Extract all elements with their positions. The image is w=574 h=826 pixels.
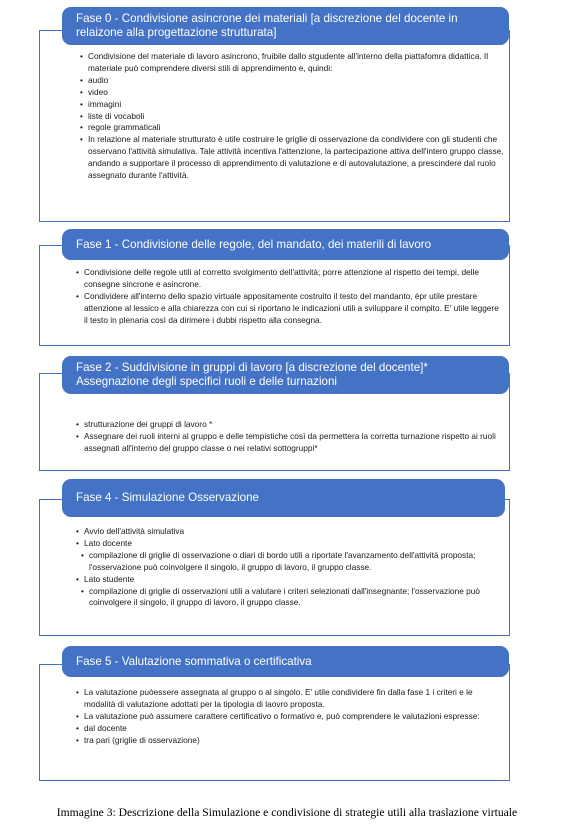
list-item: • Avvio dell'attività simulativa — [76, 526, 501, 538]
phase-2-header — [62, 356, 509, 394]
list-item: • liste di vocaboli — [80, 111, 505, 123]
list-item: • compilazione di griglie di osservazioni utili a valutare i criteri selezionati dall'insegnante; l'osservazione può coinvolgere il singolo, il gruppo di lavoro, il gruppo classe. — [81, 586, 501, 610]
phase-4-header — [62, 479, 505, 517]
phase-4-content — [76, 526, 501, 609]
list-item: • Condivisione delle regole utili al corretto svolgimento dell'attività; porre attenzione al rispetto dei tempi, delle consegne sincrone e asincrone. — [76, 267, 501, 291]
list-item: • Condivisione del materiale di lavoro asincrono, fruibile dallo stgudente all'interno della piattafomra didattica. Il materiale può comprendere diversi stili di apprendimento e, quindi: — [80, 51, 505, 75]
list-item: • dal docente — [76, 723, 501, 735]
list-item: • Assegnare dei ruoli interni al gruppo e delle tempistiche così da permettera la corretta turnazione rispetto ai ruoli assegnati all'interno del gruppo classe o nei relativi sottogruppi* — [76, 431, 501, 455]
list-item: • video — [80, 87, 505, 99]
phase-0-content — [80, 51, 505, 182]
phase-1-header — [62, 229, 509, 260]
list-item: • Condividere all'interno dello spazio virtuale appositamente costruito il testo del mandanto, èpr utile prestare attenzione al lessico e alla chiarezza con cui si riportano le indicazioni utili a sviluppare il compito. E' utile leggere il testo in plenaria così da dirimere i dubbi rispetto alla consegna. — [76, 291, 501, 327]
list-item: • Lato studente — [76, 574, 501, 586]
list-item: • audio — [80, 75, 505, 87]
phase-5-header — [62, 646, 509, 677]
phase-1-title: Fase 1 - Condivisione delle regole, del mandato, dei materili di lavoro — [76, 237, 432, 251]
phase-1-content — [76, 267, 501, 327]
list-item: • regole grammaticali — [80, 122, 505, 134]
list-item: • In relazione al materiale strutturato è utile costruire le griglie di osservazione da condividere con gli studenti che osservano l'attività simulativa. Tale attività incentiva l'attenzione, la partecipazione attiva dell'intero gruppo classe, andando a supportare il processo di apprendimento di valutazione e di autovalutazione, a prescindere dal ruolo assegnato durante l'attività. — [80, 134, 505, 182]
list-item: • compilazione di griglie di osservazione o diari di bordo utili a riportate l'avanzamento dell'attività proposta; l'osservazione può coinvolgere il singolo, il gruppo di lavoro, il gruppo classe. — [81, 550, 501, 574]
list-item: • La valutazione puòessere assegnata al gruppo o al singolo. E' utile condividere fin dalla fase 1 i criteri e le modalità di valutazione adottati per la tipologia di laovro proposta. — [76, 687, 501, 711]
phase-5-title: Fase 5 - Valutazione sommativa o certificativa — [76, 654, 312, 668]
phase-0-header — [62, 7, 509, 45]
list-item: • strutturazione dei gruppi di lavoro * — [76, 419, 501, 431]
phase-2-content — [76, 419, 501, 455]
phase-0-title: Fase 0 - Condivisione asincrone dei materiali [a discrezione del docente in relaizone alla progettazione strutturata] — [76, 12, 458, 39]
phase-4-title: Fase 4 - Simulazione Osservazione — [76, 491, 260, 504]
phase-2-title: Fase 2 - Suddivisione in gruppi di lavoro [a discrezione del docente]* Assegnazione degli specifici ruoli e delle turnazioni — [76, 361, 428, 388]
figure-caption: Immagine 3: Descrizione della Simulazione e condivisione di strategie utili alla traslazione virtuale — [56, 806, 518, 819]
list-item: • La valutazione può assumere carattere certificativo o formativo e, può comprendere le valutazioni espresse: — [76, 711, 501, 723]
phase-5-content — [76, 687, 501, 747]
list-item: • Lato docente — [76, 538, 501, 550]
list-item: • immagini — [80, 99, 505, 111]
list-item: • tra pari (griglie di osservazione) — [76, 735, 501, 747]
